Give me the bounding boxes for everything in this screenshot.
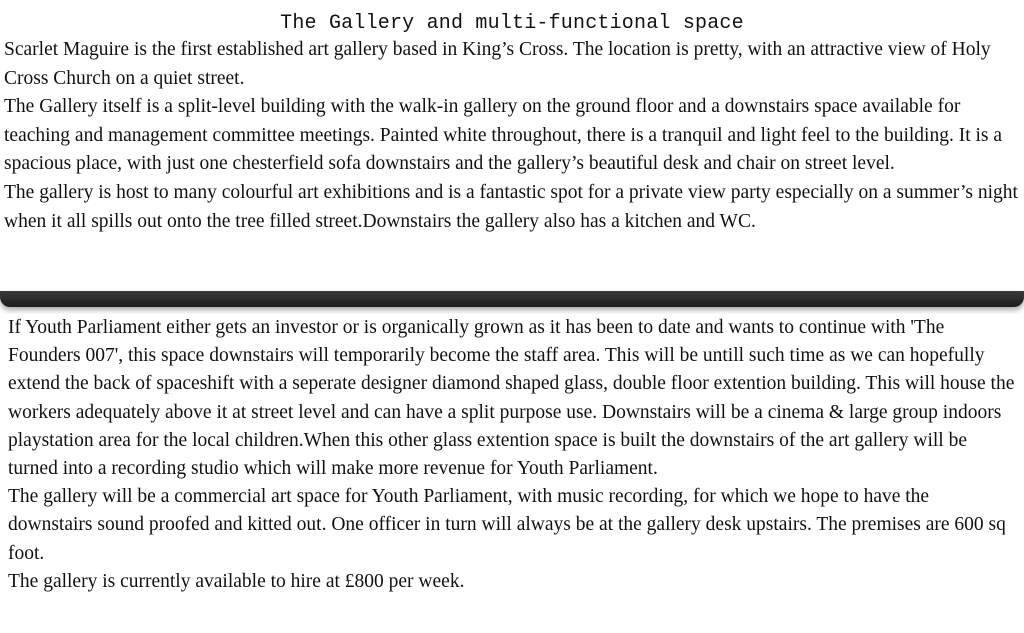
section-divider	[0, 291, 1024, 307]
gallery-description-body	[0, 36, 1024, 236]
paragraph-exhibitions: The gallery is host to many colourful art exhibitions and is a fantastic spot for a private view party especially on a summer’s night when it all spills out onto the tree filled street.Downstairs the gallery also has a kitchen and WC.	[4, 181, 1018, 232]
section-heading: The Gallery and multi-functional space	[280, 12, 744, 35]
gallery-description-section	[0, 0, 1024, 292]
paragraph-building: The Gallery itself is a split-level building with the walk-in gallery on the ground floor and a downstairs space available for teaching and management committee meetings. Painted white throughout, there is a tranquil and light feel to the building. It is a spacious place, with just one chesterfield sofa downstairs and the gallery’s beautiful desk and chair on street level.	[4, 96, 1003, 175]
paragraph-location: Scarlet Maguire is the first established art gallery based in King’s Cross. The location is pretty, with an attractive view of Holy Cross Church on a quiet street.	[4, 39, 991, 89]
youth-parliament-plan-section	[0, 314, 1024, 633]
paragraph-hire-price: The gallery is currently available to hire at £800 per week.	[8, 570, 465, 592]
paragraph-staff-area: If Youth Parliament either gets an investor or is organically grown as it has been to date and wants to continue with 'The Founders 007', this space downstairs will temporarily become the staff area. This will be untill such time as we can hopefully extend the back of spaceshift with a seperate designer diamond shaped glass, double floor extention building. This will house the workers adequately above it at street level and can have a split purpose use. Downstairs will be a cinema & large group indoors playstation area for the local children.When this other glass extention space is built the downstairs of the art gallery will be turned into a recording studio which will make more revenue for Youth Parliament.	[8, 317, 1015, 480]
youth-parliament-plan-body	[0, 314, 1024, 596]
paragraph-commercial-space: The gallery will be a commercial art space for Youth Parliament, with music recording, for which we hope to have the downstairs sound proofed and kitted out. One officer in turn will always be at the gallery desk upstairs. The premises are 600 sq foot.	[8, 486, 1006, 564]
